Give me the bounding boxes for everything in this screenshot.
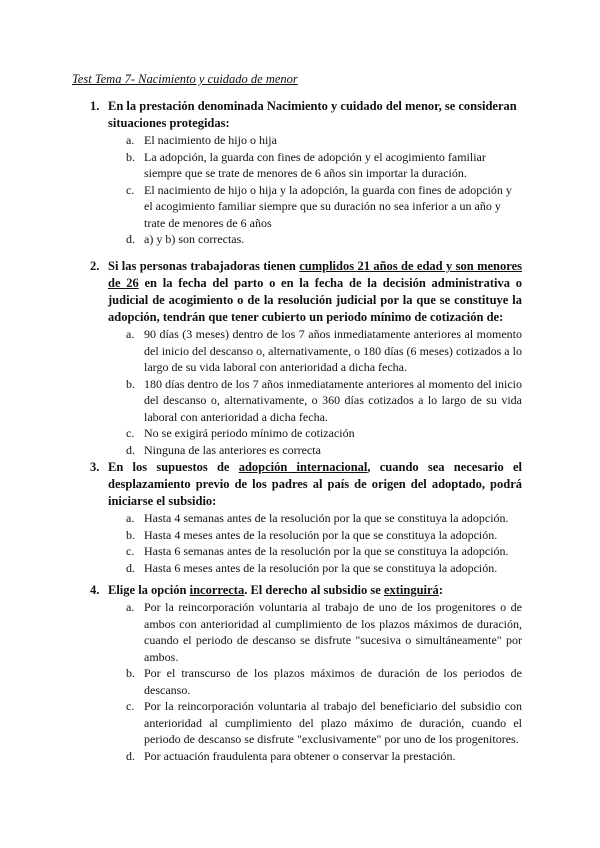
option-letter: c. [126,544,135,558]
stem-text: . El derecho al subsidio se [244,583,384,597]
question-3 [0,459,600,576]
options-list [0,510,600,576]
option-d [126,442,522,459]
stem-underlined: incorrecta [189,583,245,597]
option-c [126,543,522,560]
option-b [126,149,522,182]
question-stem: En la prestación denominada Nacimiento y cuidado del menor, se consideran situaciones protegidas: [108,99,517,130]
option-letter: d. [126,442,135,457]
option-text: Por la reincorporación voluntaria al trabajo del beneficiario del subsidio con anterioridad al cumplimiento del plazo máximo de duración, cuando el periodo de descanso se disfrute "exclusivamente" por uno de los progenitores. [144,699,522,746]
option-letter: c. [126,699,135,713]
stem-text: En los supuestos de [108,460,239,474]
option-a [126,599,522,665]
option-letter: b. [126,527,135,542]
stem-text: Elige la opción [108,583,190,597]
option-text: Hasta 4 meses antes de la resolución por la que se constituya la adopción. [144,527,498,542]
stem-text: en la fecha del parto o en la fecha de la decisión administrativa o judicial de acogimiento o de la resolución judicial por la que se constituye la adopción, tendrán que tener cubierto un periodo mínimo de cotización de: [108,276,522,324]
option-text: 90 días (3 meses) dentro de los 7 años inmediatamente anteriores al momento del inicio del descanso o, alternativamente, o 180 días (6 meses) cotizados a lo largo de su vida laboral con anterioridad a dicha fecha. [144,327,522,374]
question-stem [108,582,522,599]
option-letter: a. [126,600,135,614]
option-c [126,425,522,442]
stem-text: : [438,583,443,597]
stem-underlined: cumplidos 21 años de edad y son menores de 26 [108,259,522,290]
page-title: Test Tema 7- Nacimiento y cuidado de menor [72,72,298,86]
option-a [126,326,522,376]
option-letter: b. [126,149,135,164]
option-letter: b. [126,666,135,680]
option-text: Por el transcurso de los plazos máximos de duración de los periodos de descanso. [144,666,522,697]
question-number: 1. [90,99,100,113]
question-number: 4. [90,583,100,597]
option-b [126,527,522,544]
option-letter: d. [126,748,135,763]
option-letter: c. [126,182,135,197]
option-b [126,665,522,698]
option-letter: d. [126,232,135,246]
options-list [0,599,600,764]
question-number: 2. [90,259,100,273]
options-list [0,326,600,458]
option-d [126,560,522,577]
stem-underlined: extinguirá [383,583,439,597]
options-list [0,132,600,248]
option-c [126,698,522,748]
question-1 [0,98,600,248]
option-d [126,748,522,765]
stem-text: , cuando sea necesario el desplazamiento previo de los padres al país de origen del adoptado, podrá iniciarse el subsidio: [108,460,522,508]
stem-underlined: adopción internacional [238,460,368,474]
option-text: No se exigirá periodo mínimo de cotización [144,426,355,440]
question-stem [108,258,522,326]
option-letter: b. [126,376,135,391]
option-text: Ninguna de las anteriores es correcta [144,442,321,457]
question-4 [0,582,600,764]
option-b [126,376,522,426]
option-a [126,132,522,149]
option-text: Hasta 6 meses antes de la resolución por la que se constituya la adopción. [144,560,498,575]
option-letter: c. [126,426,135,440]
option-text: El nacimiento de hijo o hija y la adopción, la guarda con fines de adopción y el acogimiento familiar siempre que su duración no sea inferior a un año y trate de menores de 6 años [144,182,512,230]
option-c [126,182,522,232]
option-text: Por actuación fraudulenta para obtener o conservar la prestación. [144,748,456,763]
option-text: La adopción, la guarda con fines de adopción y el acogimiento familiar siempre que se trate de menores de 6 años sin importar la duración. [144,149,486,180]
option-letter: a. [126,133,135,147]
option-text: Por la reincorporación voluntaria al trabajo de uno de los progenitores o de ambos con anterioridad al cumplimiento de los plazos máximos de duración, cuando el periodo de descanso se disfrute "sucesiva o simultáneamente" por ambos. [144,600,522,664]
option-a [126,510,522,527]
question-number: 3. [90,460,100,474]
option-text: Hasta 4 semanas antes de la resolución por la que se constituya la adopción. [144,511,509,525]
question-2 [0,258,600,458]
option-text: El nacimiento de hijo o hija [144,133,277,147]
option-letter: a. [126,327,135,341]
option-text: 180 días dentro de los 7 años inmediatamente anteriores al momento del inicio del descanso o, alternativamente, o 360 días cotizados a lo largo de su vida laboral con anterioridad a dicha fecha. [144,376,522,424]
option-text: a) y b) son correctas. [144,232,245,246]
option-text: Hasta 6 semanas antes de la resolución por la que se constituya la adopción. [144,544,509,558]
option-d [126,231,522,248]
option-letter: d. [126,560,135,575]
option-letter: a. [126,511,135,525]
question-stem [108,459,522,510]
stem-text: Si las personas trabajadoras tienen [108,259,300,273]
